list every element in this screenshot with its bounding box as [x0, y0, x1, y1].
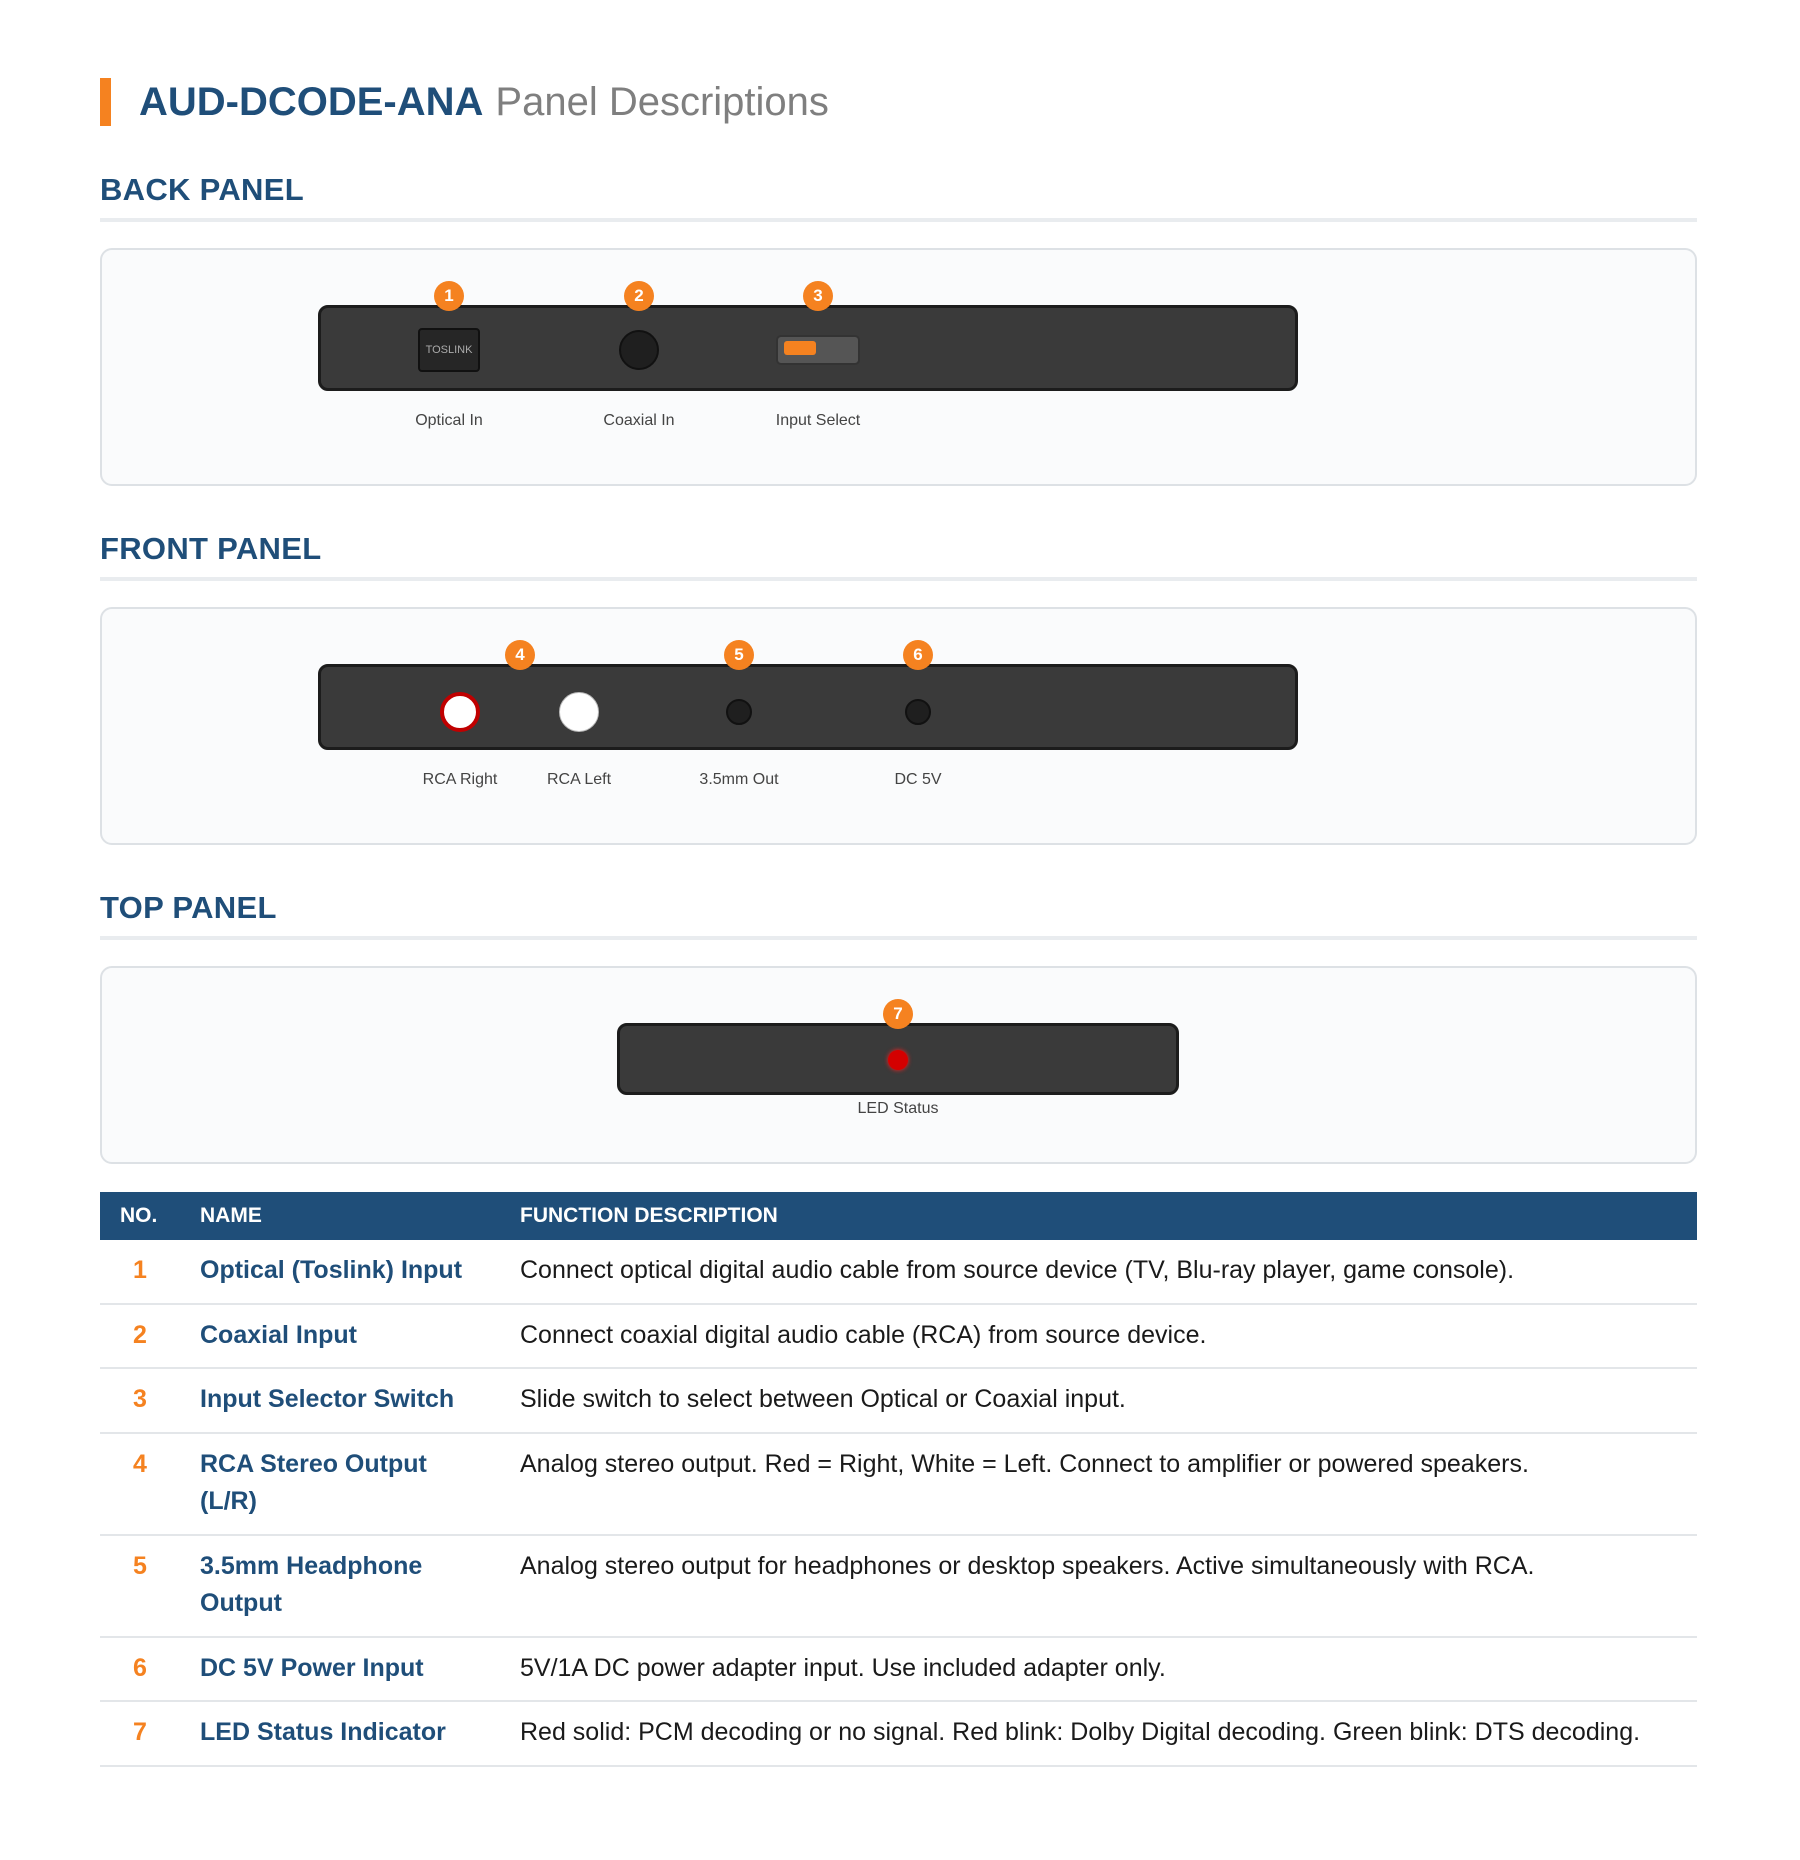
optical-in-port: TOSLINK	[418, 328, 480, 372]
row-number: 6	[100, 1637, 180, 1702]
input-select-switch	[776, 335, 860, 365]
model-name: AUD-DCODE-ANA	[139, 79, 484, 124]
optical-in-label: Optical In	[415, 412, 483, 429]
table-row	[100, 1368, 1697, 1433]
badge-5: 5	[724, 640, 754, 670]
rca-left-port	[559, 692, 599, 732]
row-number: 1	[100, 1240, 180, 1304]
back-panel-box	[100, 248, 1697, 486]
badge-4: 4	[505, 640, 535, 670]
switch-knob	[784, 341, 816, 355]
headphone-label: 3.5mm Out	[699, 771, 779, 788]
headphone-jack	[726, 699, 752, 725]
row-number: 7	[100, 1701, 180, 1766]
row-name: DC 5V Power Input	[180, 1637, 500, 1702]
table-row	[100, 1701, 1697, 1766]
dc-label: DC 5V	[894, 771, 942, 788]
table-row	[100, 1304, 1697, 1369]
function-table	[100, 1192, 1697, 1767]
row-number: 5	[100, 1535, 180, 1637]
page-title	[100, 78, 829, 126]
row-description: Connect optical digital audio cable from source device (TV, Blu-ray player, game console).	[500, 1240, 1697, 1304]
table-row	[100, 1240, 1697, 1304]
front-panel-box	[100, 607, 1697, 845]
table-row	[100, 1637, 1697, 1702]
row-description: Analog stereo output for headphones or desktop speakers. Active simultaneously with RCA.	[500, 1535, 1697, 1637]
badge-1: 1	[434, 281, 464, 311]
row-number: 4	[100, 1433, 180, 1535]
row-name: LED Status Indicator	[180, 1701, 500, 1766]
table-row	[100, 1535, 1697, 1637]
row-description: Analog stereo output. Red = Right, White = Left. Connect to amplifier or powered speakers.	[500, 1433, 1697, 1535]
coaxial-in-label: Coaxial In	[603, 412, 675, 429]
front-panel-heading: FRONT PANEL	[100, 531, 1697, 581]
badge-6: 6	[903, 640, 933, 670]
row-name: 3.5mm Headphone Output	[180, 1535, 500, 1637]
table-row	[100, 1433, 1697, 1535]
back-panel-heading: BACK PANEL	[100, 172, 1697, 222]
row-number: 3	[100, 1368, 180, 1433]
dc-power-jack	[905, 699, 931, 725]
page-subtitle: Panel Descriptions	[495, 79, 829, 124]
row-name: Input Selector Switch	[180, 1368, 500, 1433]
row-description: 5V/1A DC power adapter input. Use included adapter only.	[500, 1637, 1697, 1702]
row-description: Connect coaxial digital audio cable (RCA) from source device.	[500, 1304, 1697, 1369]
row-name: RCA Stereo Output (L/R)	[180, 1433, 500, 1535]
badge-3: 3	[803, 281, 833, 311]
row-description: Slide switch to select between Optical or Coaxial input.	[500, 1368, 1697, 1433]
row-name: Coaxial Input	[180, 1304, 500, 1369]
top-panel-box	[100, 966, 1697, 1164]
led-indicator	[888, 1050, 908, 1070]
top-panel-heading: TOP PANEL	[100, 890, 1697, 940]
rca-right-label: RCA Right	[422, 771, 498, 788]
badge-2: 2	[624, 281, 654, 311]
row-number: 2	[100, 1304, 180, 1369]
led-label: LED Status	[857, 1100, 939, 1117]
row-name: Optical (Toslink) Input	[180, 1240, 500, 1304]
rca-left-label: RCA Left	[546, 771, 612, 788]
table-header-row	[100, 1192, 1697, 1240]
badge-7: 7	[883, 999, 913, 1029]
row-description: Red solid: PCM decoding or no signal. Red blink: Dolby Digital decoding. Green blink: DTS decoding.	[500, 1701, 1697, 1766]
col-description: FUNCTION DESCRIPTION	[500, 1192, 1697, 1240]
input-select-label: Input Select	[775, 412, 861, 429]
col-name: NAME	[180, 1192, 500, 1240]
rca-right-port	[440, 692, 480, 732]
coaxial-in-port	[619, 330, 659, 370]
col-no: NO.	[100, 1192, 180, 1240]
